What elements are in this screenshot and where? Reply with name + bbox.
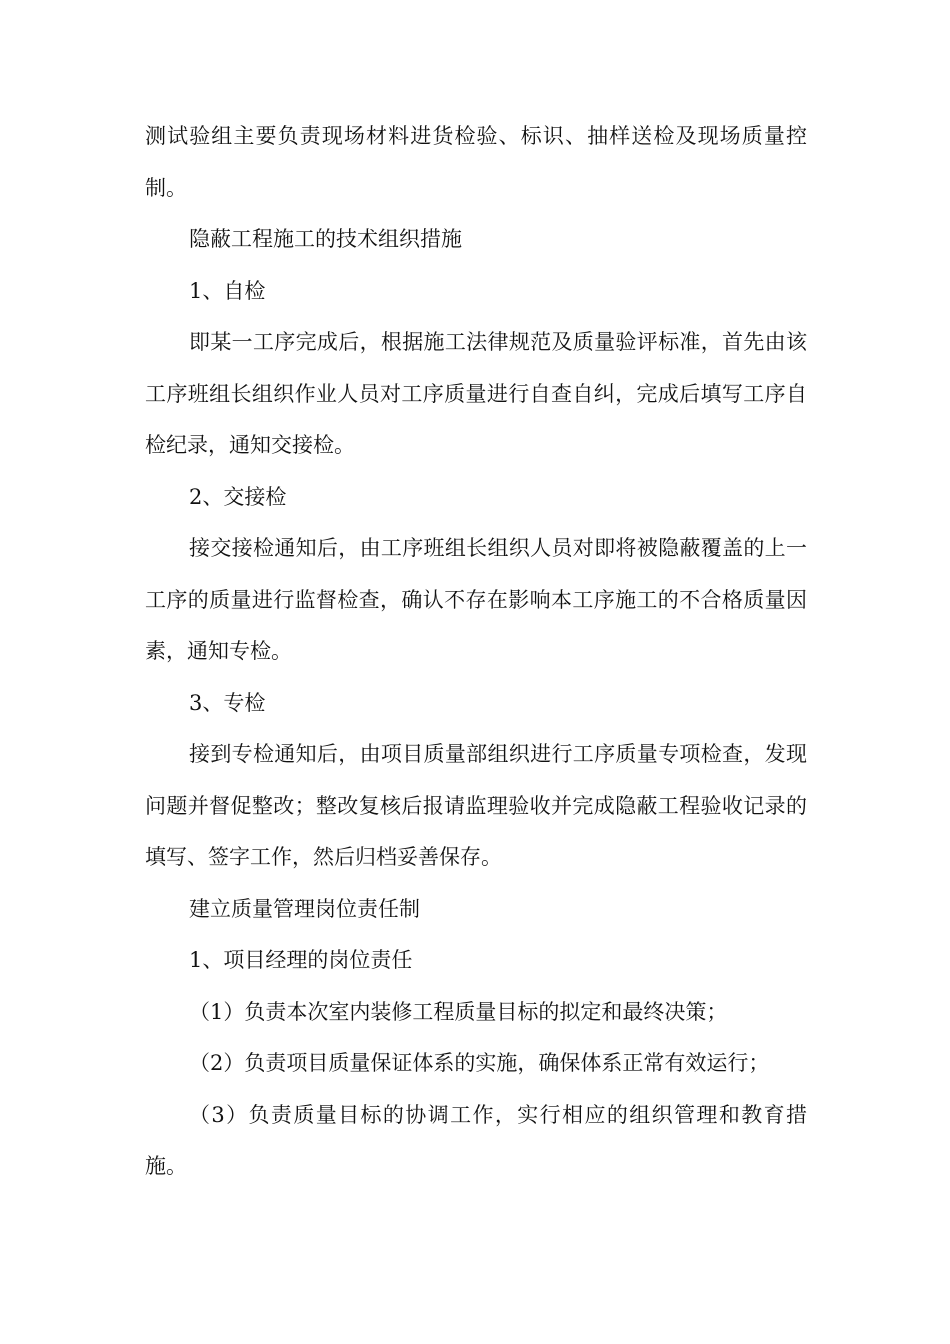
list-item: （2）负责项目质量保证体系的实施，确保体系正常有效运行； [189, 1051, 770, 1075]
paragraph: 测试验组主要负责现场材料进货检验、标识、抽样送检及现场质量控制。 [145, 124, 807, 200]
subheading-special-check: 3、专检 [189, 690, 266, 715]
subheading-project-manager: 1、项目经理的岗位责任 [189, 948, 413, 972]
paragraph: 接到专检通知后，由项目质量部组织进行工序质量专项检查，发现问题并督促整改；整改复核后报请监理验收并完成隐蔽工程验收记录的填写、签字工作，然后归档妥善保存。 [145, 742, 807, 869]
document-body [145, 111, 807, 1193]
section-heading-concealed-works: 隐蔽工程施工的技术组织措施 [189, 227, 462, 251]
list-item: （1）负责本次室内装修工程质量目标的拟定和最终决策； [189, 999, 728, 1024]
subheading-self-check: 1、自检 [189, 278, 266, 303]
paragraph: 接交接检通知后，由工序班组长组织人员对即将被隐蔽覆盖的上一工序的质量进行监督检查，确认不存在影响本工序施工的不合格质量因素，通知专检。 [145, 536, 807, 663]
section-heading-responsibility-system: 建立质量管理岗位责任制 [189, 896, 420, 921]
list-item: （3）负责质量目标的协调工作，实行相应的组织管理和教育措施。 [145, 1102, 807, 1178]
paragraph: 即某一工序完成后，根据施工法律规范及质量验评标准，首先由该工序班组长组织作业人员对工序质量进行自查自纠，完成后填写工序自检纪录，通知交接检。 [145, 330, 807, 457]
subheading-handover-check: 2、交接检 [189, 484, 287, 509]
